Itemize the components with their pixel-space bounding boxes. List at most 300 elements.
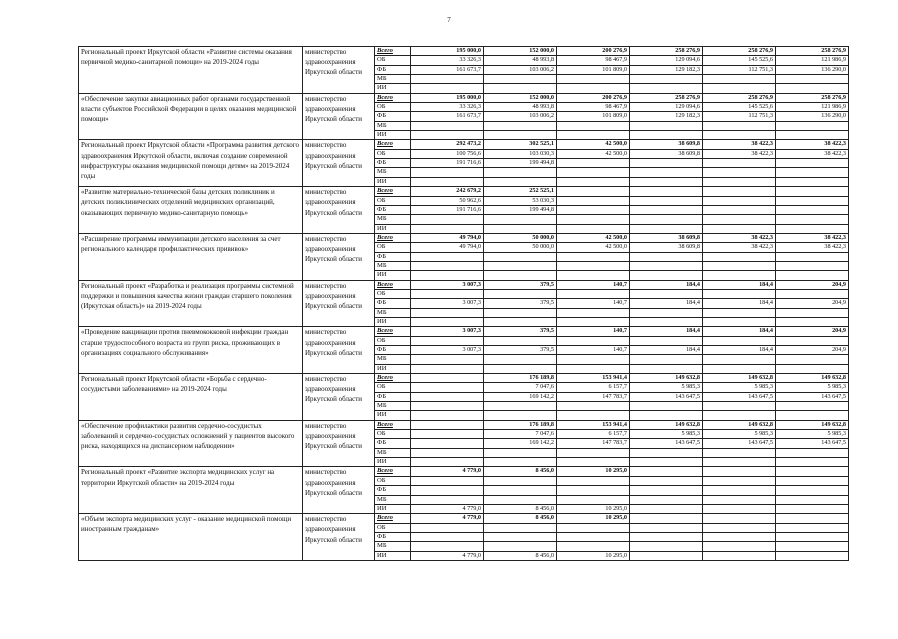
amount-cell: [703, 75, 776, 84]
amount-cell: 200 276,9: [557, 93, 630, 102]
amount-cell: [776, 467, 849, 476]
amount-cell: 49 794,0: [411, 233, 484, 242]
amount-cell: [703, 177, 776, 186]
amount-cell: [703, 467, 776, 476]
amount-cell: [630, 448, 703, 457]
amount-cell: [776, 84, 849, 93]
amount-cell: 379,5: [484, 327, 557, 336]
amount-cell: 242 679,2: [411, 187, 484, 196]
measure-description: «Обеспечение закупки авиационных работ органами государственной власти субъектов Российской Федерации в целях оказания медицинской помощи»: [79, 93, 303, 140]
amount-cell: 103 006,2: [484, 112, 557, 121]
funding-table: [78, 46, 849, 561]
amount-cell: [411, 177, 484, 186]
amount-cell: [557, 402, 630, 411]
measure-description: «Обеспечение профилактики развития сердечно-сосудистых заболеваний и сердечно-сосудистых осложнений у пациентов высокого риска, находящихся на диспансерном наблюдении»: [79, 420, 303, 467]
funding-source-cell: ИИ: [375, 177, 411, 186]
amount-cell: [411, 364, 484, 373]
amount-cell: [411, 374, 484, 383]
amount-cell: [557, 495, 630, 504]
funding-source-cell: ФБ: [375, 532, 411, 541]
amount-cell: 149 632,8: [776, 374, 849, 383]
amount-cell: 50 962,6: [411, 196, 484, 205]
funding-source-cell: ИИ: [375, 317, 411, 326]
amount-cell: [776, 495, 849, 504]
measure-description: «Объем экспорта медицинских услуг - оказание медицинской помощи иностранным гражданам»: [79, 514, 303, 561]
amount-cell: 50 000,0: [484, 233, 557, 242]
amount-cell: [557, 411, 630, 420]
amount-cell: 153 941,4: [557, 420, 630, 429]
measure-description: «Проведение вакцинации против пневмококковой инфекции граждан старше трудоспособного возраста из групп риска, проживающих в организациях социального обслуживания»: [79, 327, 303, 374]
amount-cell: 258 276,9: [630, 47, 703, 56]
funding-source-cell: МБ: [375, 261, 411, 270]
executor-cell: министерство здравоохранения Иркутской области: [303, 327, 375, 374]
funding-source-cell: ИИ: [375, 504, 411, 513]
amount-cell: 152 000,0: [484, 93, 557, 102]
amount-cell: [630, 168, 703, 177]
executor-cell: министерство здравоохранения Иркутской области: [303, 140, 375, 187]
amount-cell: [703, 289, 776, 298]
amount-cell: 38 422,3: [776, 243, 849, 252]
amount-cell: [411, 289, 484, 298]
amount-cell: [703, 224, 776, 233]
amount-cell: [630, 523, 703, 532]
amount-cell: 258 276,9: [630, 93, 703, 102]
amount-cell: [776, 411, 849, 420]
amount-cell: [411, 542, 484, 551]
amount-cell: [776, 289, 849, 298]
amount-cell: [776, 504, 849, 513]
amount-cell: 184,4: [630, 327, 703, 336]
amount-cell: [630, 159, 703, 168]
amount-cell: 140,7: [557, 346, 630, 355]
amount-cell: 42 500,0: [557, 243, 630, 252]
amount-cell: [703, 448, 776, 457]
amount-cell: 204,9: [776, 280, 849, 289]
amount-cell: [484, 355, 557, 364]
amount-cell: [703, 121, 776, 130]
amount-cell: 8 456,0: [484, 467, 557, 476]
amount-cell: [484, 261, 557, 270]
amount-cell: [703, 84, 776, 93]
funding-source-cell: ФБ: [375, 112, 411, 121]
amount-cell: [411, 448, 484, 457]
amount-cell: 112 751,3: [703, 65, 776, 74]
amount-cell: 10 295,0: [557, 467, 630, 476]
amount-cell: [557, 177, 630, 186]
amount-cell: [411, 486, 484, 495]
amount-cell: [776, 205, 849, 214]
amount-cell: 258 276,9: [703, 93, 776, 102]
amount-cell: [630, 467, 703, 476]
amount-cell: 10 295,0: [557, 514, 630, 523]
funding-source-cell: МБ: [375, 168, 411, 177]
funding-source-cell: ОБ: [375, 476, 411, 485]
amount-cell: 33 326,3: [411, 103, 484, 112]
amount-cell: 5 985,3: [776, 383, 849, 392]
amount-cell: 38 609,8: [630, 233, 703, 242]
amount-cell: [776, 224, 849, 233]
amount-cell: [703, 196, 776, 205]
amount-cell: [703, 187, 776, 196]
executor-cell: министерство здравоохранения Иркутской области: [303, 47, 375, 94]
measure-description: Региональный проект Иркутской области «Развитие системы оказания первичной медико-санитарной помощи» на 2019-2024 годы: [79, 47, 303, 94]
amount-cell: [630, 121, 703, 130]
amount-cell: [411, 532, 484, 541]
amount-cell: [484, 458, 557, 467]
amount-cell: [630, 402, 703, 411]
amount-cell: 101 809,0: [557, 65, 630, 74]
funding-source-cell: Всего: [375, 280, 411, 289]
amount-cell: [776, 131, 849, 140]
amount-cell: 5 985,3: [703, 383, 776, 392]
amount-cell: [703, 542, 776, 551]
amount-cell: [557, 532, 630, 541]
amount-cell: [411, 252, 484, 261]
funding-source-cell: ИИ: [375, 131, 411, 140]
executor-cell: министерство здравоохранения Иркутской области: [303, 420, 375, 467]
amount-cell: [776, 159, 849, 168]
amount-cell: [703, 271, 776, 280]
amount-cell: [776, 177, 849, 186]
amount-cell: 4 779,0: [411, 504, 484, 513]
amount-cell: 199 494,8: [484, 205, 557, 214]
amount-cell: [411, 402, 484, 411]
amount-cell: 38 422,3: [703, 149, 776, 158]
amount-cell: 4 779,0: [411, 514, 484, 523]
amount-cell: [484, 495, 557, 504]
amount-cell: [630, 317, 703, 326]
amount-cell: [557, 84, 630, 93]
amount-cell: [484, 532, 557, 541]
amount-cell: 153 941,4: [557, 374, 630, 383]
amount-cell: 38 422,3: [703, 233, 776, 242]
amount-cell: [557, 355, 630, 364]
amount-cell: [411, 458, 484, 467]
amount-cell: [411, 261, 484, 270]
amount-cell: 33 326,3: [411, 56, 484, 65]
amount-cell: [703, 355, 776, 364]
amount-cell: [557, 224, 630, 233]
amount-cell: [411, 420, 484, 429]
amount-cell: [484, 486, 557, 495]
amount-cell: 204,9: [776, 346, 849, 355]
executor-cell: министерство здравоохранения Иркутской области: [303, 233, 375, 280]
funding-source-cell: Всего: [375, 47, 411, 56]
funding-table-body: [79, 47, 849, 561]
funding-source-cell: Всего: [375, 514, 411, 523]
amount-cell: [484, 308, 557, 317]
amount-cell: [703, 495, 776, 504]
amount-cell: 129 094,6: [630, 103, 703, 112]
amount-cell: [776, 317, 849, 326]
amount-cell: 191 716,6: [411, 205, 484, 214]
amount-cell: 49 794,0: [411, 243, 484, 252]
amount-cell: [411, 392, 484, 401]
amount-cell: 5 985,3: [630, 430, 703, 439]
amount-cell: [776, 402, 849, 411]
funding-source-cell: ИИ: [375, 271, 411, 280]
amount-cell: [776, 514, 849, 523]
amount-cell: 121 986,9: [776, 56, 849, 65]
amount-cell: [630, 252, 703, 261]
amount-cell: [703, 308, 776, 317]
amount-cell: [484, 317, 557, 326]
funding-source-cell: ОБ: [375, 56, 411, 65]
amount-cell: [484, 84, 557, 93]
measure-description: Региональный проект «Развитие экспорта медицинских услуг на территории Иркутской области» на 2019-2024 годы: [79, 467, 303, 514]
amount-cell: [630, 215, 703, 224]
funding-source-cell: МБ: [375, 215, 411, 224]
amount-cell: [557, 458, 630, 467]
measure-description: «Развитие материально-технической базы детских поликлиник и детских поликлинических отделений медицинских организаций, оказывающих первичную медико-санитарную помощь»: [79, 187, 303, 234]
amount-cell: [776, 523, 849, 532]
amount-cell: [703, 458, 776, 467]
amount-cell: [557, 317, 630, 326]
funding-source-cell: Всего: [375, 233, 411, 242]
funding-source-cell: Всего: [375, 93, 411, 102]
amount-cell: [630, 458, 703, 467]
amount-cell: 5 985,3: [776, 430, 849, 439]
amount-cell: [557, 75, 630, 84]
amount-cell: 149 632,8: [776, 420, 849, 429]
amount-cell: [776, 336, 849, 345]
amount-cell: 140,7: [557, 327, 630, 336]
amount-cell: [557, 523, 630, 532]
amount-cell: [776, 121, 849, 130]
amount-cell: [703, 261, 776, 270]
amount-cell: 191 716,6: [411, 159, 484, 168]
amount-cell: [557, 159, 630, 168]
amount-cell: 149 632,8: [630, 420, 703, 429]
amount-cell: [411, 308, 484, 317]
amount-cell: [776, 355, 849, 364]
amount-cell: 112 751,3: [703, 112, 776, 121]
amount-cell: 100 756,6: [411, 149, 484, 158]
amount-cell: [630, 177, 703, 186]
amount-cell: [557, 364, 630, 373]
amount-cell: 48 993,8: [484, 103, 557, 112]
funding-source-cell: МБ: [375, 495, 411, 504]
amount-cell: [630, 532, 703, 541]
amount-cell: 98 467,9: [557, 56, 630, 65]
executor-cell: министерство здравоохранения Иркутской области: [303, 514, 375, 561]
funding-source-cell: ОБ: [375, 196, 411, 205]
amount-cell: 252 525,1: [484, 187, 557, 196]
amount-cell: [703, 476, 776, 485]
amount-cell: 379,5: [484, 280, 557, 289]
funding-source-cell: ФБ: [375, 65, 411, 74]
amount-cell: [411, 495, 484, 504]
funding-source-cell: МБ: [375, 75, 411, 84]
amount-cell: [557, 131, 630, 140]
amount-cell: [703, 523, 776, 532]
amount-cell: 6 157,7: [557, 430, 630, 439]
amount-cell: [776, 364, 849, 373]
amount-cell: 48 993,8: [484, 56, 557, 65]
table-row: [79, 280, 849, 289]
amount-cell: 145 525,6: [703, 103, 776, 112]
amount-cell: [776, 187, 849, 196]
amount-cell: [411, 84, 484, 93]
amount-cell: [484, 523, 557, 532]
amount-cell: 143 647,5: [776, 392, 849, 401]
amount-cell: 8 456,0: [484, 551, 557, 560]
amount-cell: [557, 121, 630, 130]
amount-cell: 184,4: [703, 280, 776, 289]
amount-cell: [411, 476, 484, 485]
amount-cell: [411, 439, 484, 448]
amount-cell: [776, 542, 849, 551]
amount-cell: 38 609,8: [630, 140, 703, 149]
amount-cell: [776, 168, 849, 177]
funding-source-cell: ОБ: [375, 289, 411, 298]
measure-description: Региональный проект Иркутской области «Борьба с сердечно-сосудистыми заболеваниями» на 2019-2024 годы: [79, 374, 303, 421]
amount-cell: 258 276,9: [703, 47, 776, 56]
amount-cell: 145 525,6: [703, 56, 776, 65]
amount-cell: 5 985,3: [630, 383, 703, 392]
table-row: [79, 47, 849, 56]
amount-cell: [557, 205, 630, 214]
table-row: [79, 514, 849, 523]
amount-cell: 204,9: [776, 299, 849, 308]
amount-cell: [703, 252, 776, 261]
table-row: [79, 420, 849, 429]
amount-cell: [703, 168, 776, 177]
amount-cell: 7 047,6: [484, 383, 557, 392]
amount-cell: [484, 271, 557, 280]
amount-cell: [411, 224, 484, 233]
amount-cell: [484, 177, 557, 186]
amount-cell: [630, 514, 703, 523]
funding-source-cell: ОБ: [375, 383, 411, 392]
amount-cell: 103 030,3: [484, 149, 557, 158]
amount-cell: 42 500,0: [557, 233, 630, 242]
amount-cell: [630, 308, 703, 317]
amount-cell: [703, 131, 776, 140]
amount-cell: [630, 486, 703, 495]
funding-source-cell: ОБ: [375, 243, 411, 252]
amount-cell: 38 422,3: [703, 140, 776, 149]
amount-cell: 38 422,3: [776, 149, 849, 158]
amount-cell: [411, 336, 484, 345]
amount-cell: [411, 411, 484, 420]
amount-cell: [630, 261, 703, 270]
amount-cell: [776, 271, 849, 280]
amount-cell: 147 783,7: [557, 392, 630, 401]
amount-cell: [411, 317, 484, 326]
amount-cell: 4 779,0: [411, 467, 484, 476]
funding-source-cell: ИИ: [375, 224, 411, 233]
amount-cell: 176 189,8: [484, 374, 557, 383]
amount-cell: 42 500,0: [557, 149, 630, 158]
amount-cell: [484, 215, 557, 224]
funding-source-cell: ФБ: [375, 299, 411, 308]
amount-cell: 101 809,0: [557, 112, 630, 121]
amount-cell: 129 094,6: [630, 56, 703, 65]
funding-source-cell: МБ: [375, 308, 411, 317]
amount-cell: [557, 261, 630, 270]
amount-cell: 10 295,0: [557, 504, 630, 513]
table-row: [79, 467, 849, 476]
amount-cell: [630, 75, 703, 84]
amount-cell: 200 276,9: [557, 47, 630, 56]
amount-cell: [630, 131, 703, 140]
amount-cell: [484, 364, 557, 373]
amount-cell: 6 157,7: [557, 383, 630, 392]
amount-cell: [557, 486, 630, 495]
amount-cell: 103 006,2: [484, 65, 557, 74]
amount-cell: [776, 215, 849, 224]
executor-cell: министерство здравоохранения Иркутской области: [303, 467, 375, 514]
amount-cell: 184,4: [703, 327, 776, 336]
amount-cell: [703, 532, 776, 541]
amount-cell: 379,5: [484, 299, 557, 308]
amount-cell: [776, 476, 849, 485]
executor-cell: министерство здравоохранения Иркутской области: [303, 187, 375, 234]
amount-cell: [411, 355, 484, 364]
amount-cell: 136 290,0: [776, 112, 849, 121]
funding-source-cell: ОБ: [375, 103, 411, 112]
amount-cell: 184,4: [630, 280, 703, 289]
amount-cell: 258 276,9: [776, 93, 849, 102]
funding-source-cell: МБ: [375, 448, 411, 457]
amount-cell: [630, 364, 703, 373]
amount-cell: [630, 205, 703, 214]
amount-cell: [630, 289, 703, 298]
amount-cell: 3 007,3: [411, 327, 484, 336]
amount-cell: 42 500,0: [557, 140, 630, 149]
amount-cell: [630, 551, 703, 560]
amount-cell: [484, 121, 557, 130]
amount-cell: 8 456,0: [484, 504, 557, 513]
amount-cell: [776, 551, 849, 560]
amount-cell: 258 276,9: [776, 47, 849, 56]
amount-cell: [557, 187, 630, 196]
amount-cell: 98 467,9: [557, 103, 630, 112]
amount-cell: [484, 75, 557, 84]
amount-cell: [703, 336, 776, 345]
amount-cell: 176 189,8: [484, 420, 557, 429]
amount-cell: 5 985,3: [703, 430, 776, 439]
amount-cell: 292 473,2: [411, 140, 484, 149]
funding-source-cell: Всего: [375, 467, 411, 476]
amount-cell: 169 142,2: [484, 392, 557, 401]
amount-cell: [484, 402, 557, 411]
amount-cell: [776, 196, 849, 205]
amount-cell: [484, 336, 557, 345]
amount-cell: 149 632,8: [630, 374, 703, 383]
amount-cell: [630, 224, 703, 233]
funding-source-cell: ИИ: [375, 364, 411, 373]
amount-cell: [411, 430, 484, 439]
amount-cell: [703, 514, 776, 523]
amount-cell: [557, 336, 630, 345]
amount-cell: 161 673,7: [411, 65, 484, 74]
amount-cell: [630, 271, 703, 280]
amount-cell: [557, 289, 630, 298]
funding-source-cell: ФБ: [375, 392, 411, 401]
amount-cell: 195 000,0: [411, 47, 484, 56]
amount-cell: [484, 168, 557, 177]
amount-cell: 195 000,0: [411, 93, 484, 102]
amount-cell: 3 007,3: [411, 299, 484, 308]
amount-cell: [776, 308, 849, 317]
table-row: [79, 327, 849, 336]
amount-cell: 149 632,8: [703, 420, 776, 429]
amount-cell: [703, 486, 776, 495]
funding-source-cell: МБ: [375, 402, 411, 411]
amount-cell: [484, 476, 557, 485]
